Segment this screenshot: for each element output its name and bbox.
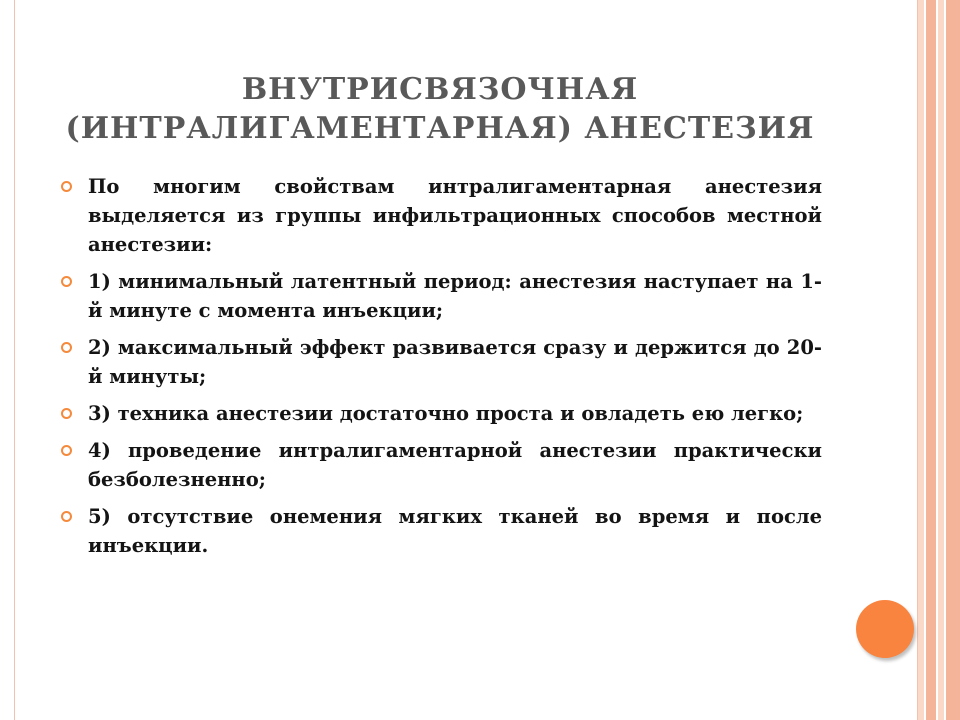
bullet-text: 2) максимальный эффект развивается сразу и держится до 20-й минуты;	[88, 336, 822, 388]
bullet-item	[88, 267, 822, 325]
stripe	[938, 0, 944, 720]
bullet-circle-icon	[61, 408, 72, 419]
bullet-item	[88, 172, 822, 259]
bullet-item	[88, 399, 822, 428]
bullet-circle-icon	[61, 181, 72, 192]
bullet-text: 3) техника анестезии достаточно проста и овладеть ею легко;	[88, 402, 804, 425]
bullet-text: 4) проведение интралигаментарной анестезии практически безболезненно;	[88, 439, 822, 491]
bullet-circle-icon	[61, 342, 72, 353]
title-line-2: (ИНТРАЛИГАМЕНТАРНАЯ) АНЕСТЕЗИЯ	[65, 111, 815, 146]
bullet-circle-icon	[61, 276, 72, 287]
bullet-item	[88, 502, 822, 560]
title-line-1: ВНУТРИСВЯЗОЧНАЯ	[241, 72, 639, 107]
slide-title	[60, 70, 820, 148]
stripe	[946, 0, 960, 720]
bullet-text: По многим свойствам интралигаментарная анестезия выделяется из группы инфильтрационных способов местной анестезии:	[88, 175, 822, 256]
stripe	[926, 0, 936, 720]
bullet-text: 5) отсутствие онемения мягких тканей во время и после инъекции.	[88, 505, 822, 557]
decorative-stripes	[918, 0, 960, 720]
decorative-circle	[856, 600, 914, 658]
bullet-item	[88, 436, 822, 494]
bullet-text: 1) минимальный латентный период: анестезия наступает на 1-й минуте с момента инъекции;	[88, 270, 822, 322]
bullet-item	[88, 333, 822, 391]
stripe	[918, 0, 924, 720]
bullet-list	[88, 172, 822, 568]
bullet-circle-icon	[61, 445, 72, 456]
bullet-circle-icon	[61, 511, 72, 522]
